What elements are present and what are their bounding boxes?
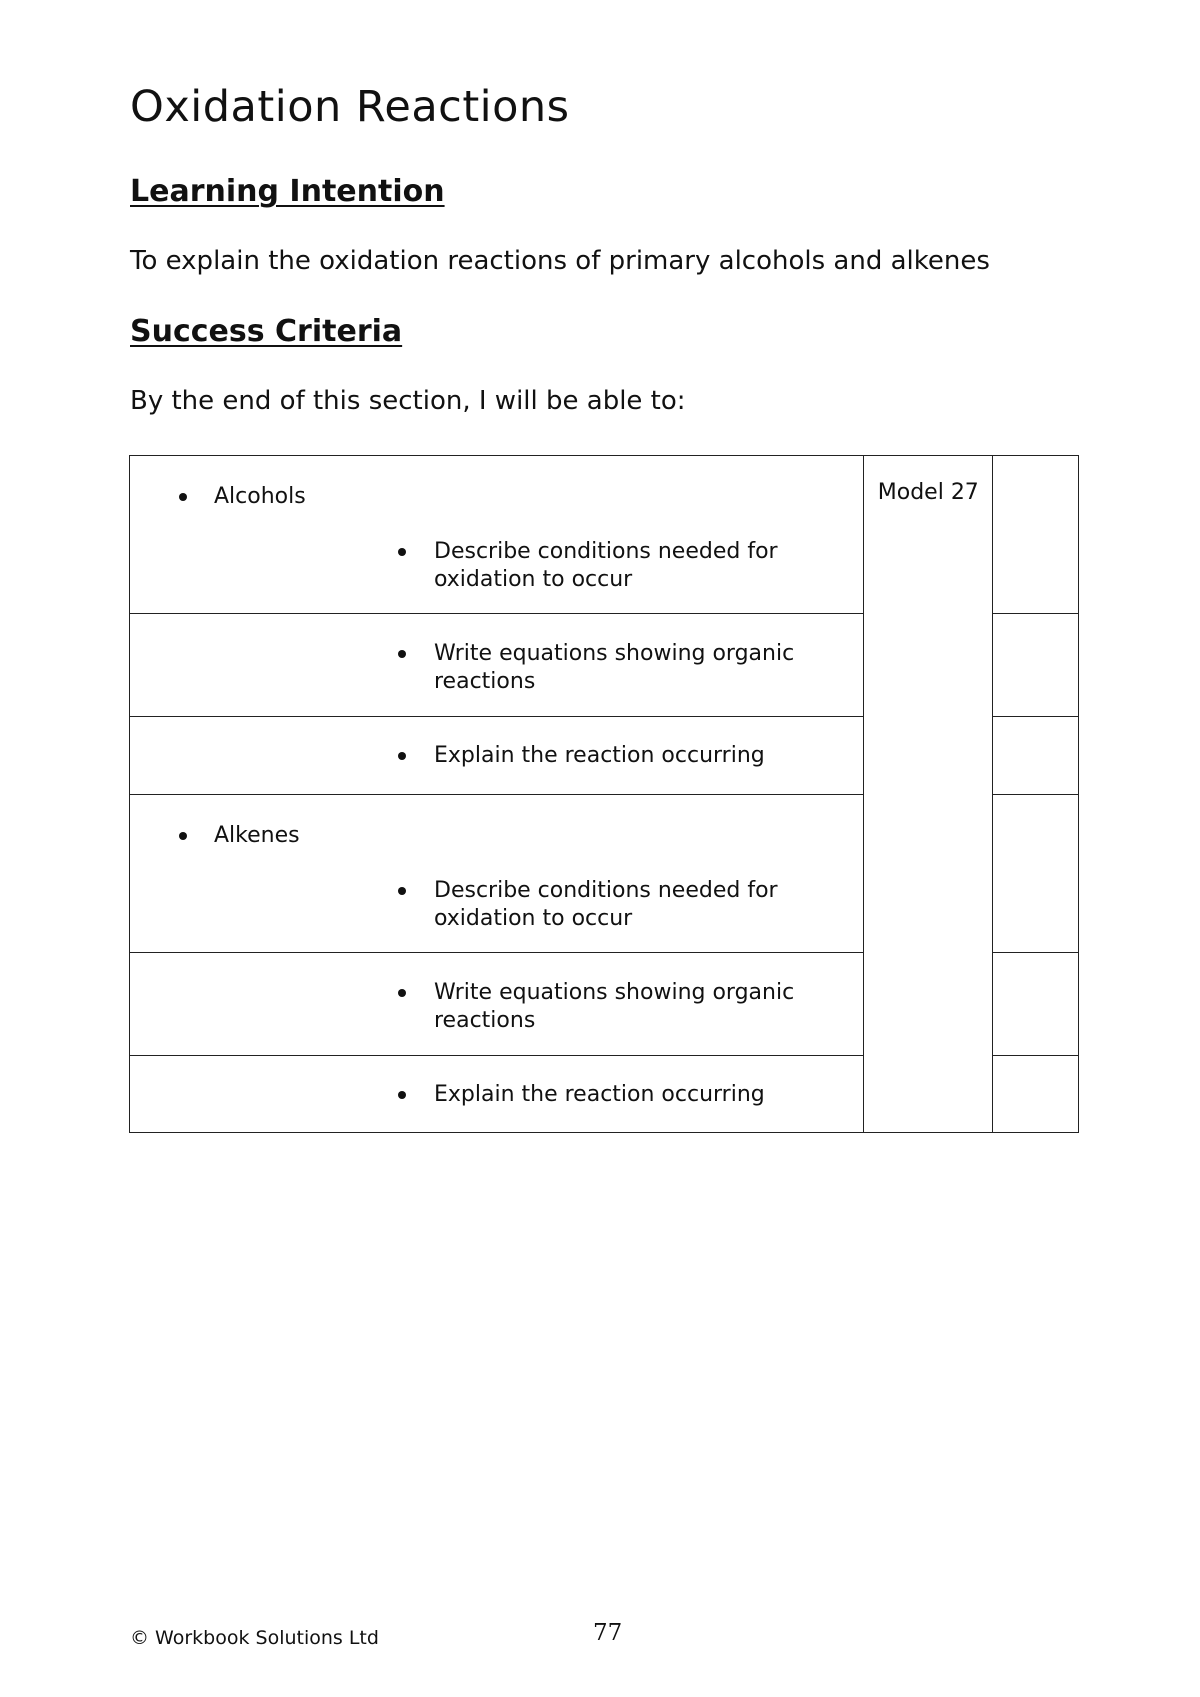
- bullet-icon: [398, 887, 406, 895]
- tick-box[interactable]: [992, 614, 1078, 717]
- model-reference: Model 27: [877, 480, 979, 505]
- criterion-line: reactions: [434, 669, 536, 694]
- topic-label: Alkenes: [214, 823, 300, 848]
- bullet-icon: [398, 650, 406, 658]
- criterion-item: [130, 877, 863, 933]
- criterion-item: [130, 979, 863, 1035]
- topic-alcohols: [130, 484, 863, 510]
- criteria-cell: [130, 717, 864, 795]
- criterion-line: oxidation to occur: [434, 567, 633, 592]
- criteria-cell: [130, 953, 864, 1056]
- reference-cell: [863, 456, 992, 1133]
- criteria-cell: [130, 1056, 864, 1133]
- criterion-item: [130, 538, 863, 594]
- tick-box[interactable]: [992, 1056, 1078, 1133]
- page-number: 77: [593, 1620, 623, 1646]
- bullet-icon: [179, 493, 187, 501]
- bullet-icon: [398, 989, 406, 997]
- success-criteria-table: [129, 455, 1079, 1133]
- topic-label: Alcohols: [214, 484, 306, 509]
- criterion-line: oxidation to occur: [434, 906, 633, 931]
- criterion-line: Describe conditions needed for: [434, 539, 778, 564]
- criteria-cell: [130, 795, 864, 953]
- criterion-line: Write equations showing organic: [434, 980, 795, 1005]
- bullet-icon: [398, 752, 406, 760]
- criteria-cell: [130, 456, 864, 614]
- criterion-line: Write equations showing organic: [434, 641, 795, 666]
- learning-intention-heading: Learning Intention: [130, 174, 445, 209]
- copyright-notice: © Workbook Solutions Ltd: [130, 1627, 379, 1649]
- page-title: Oxidation Reactions: [130, 82, 570, 132]
- tick-box[interactable]: [992, 953, 1078, 1056]
- tick-box[interactable]: [992, 795, 1078, 953]
- criterion-line: Explain the reaction occurring: [434, 743, 765, 768]
- learning-intention-text: To explain the oxidation reactions of primary alcohols and alkenes: [130, 246, 990, 276]
- topic-alkenes: [130, 823, 863, 849]
- criterion-line: reactions: [434, 1008, 536, 1033]
- success-criteria-heading: Success Criteria: [130, 314, 403, 349]
- tick-box[interactable]: [992, 717, 1078, 795]
- bullet-icon: [398, 548, 406, 556]
- table-row: [130, 456, 1079, 614]
- criterion-item: [130, 640, 863, 696]
- criterion-line: Explain the reaction occurring: [434, 1082, 765, 1107]
- criterion-item: [130, 1081, 863, 1109]
- criteria-cell: [130, 614, 864, 717]
- tick-box[interactable]: [992, 456, 1078, 614]
- bullet-icon: [398, 1091, 406, 1099]
- bullet-icon: [179, 832, 187, 840]
- success-criteria-intro: By the end of this section, I will be able to:: [130, 386, 686, 416]
- criterion-line: Describe conditions needed for: [434, 878, 778, 903]
- criterion-item: [130, 742, 863, 770]
